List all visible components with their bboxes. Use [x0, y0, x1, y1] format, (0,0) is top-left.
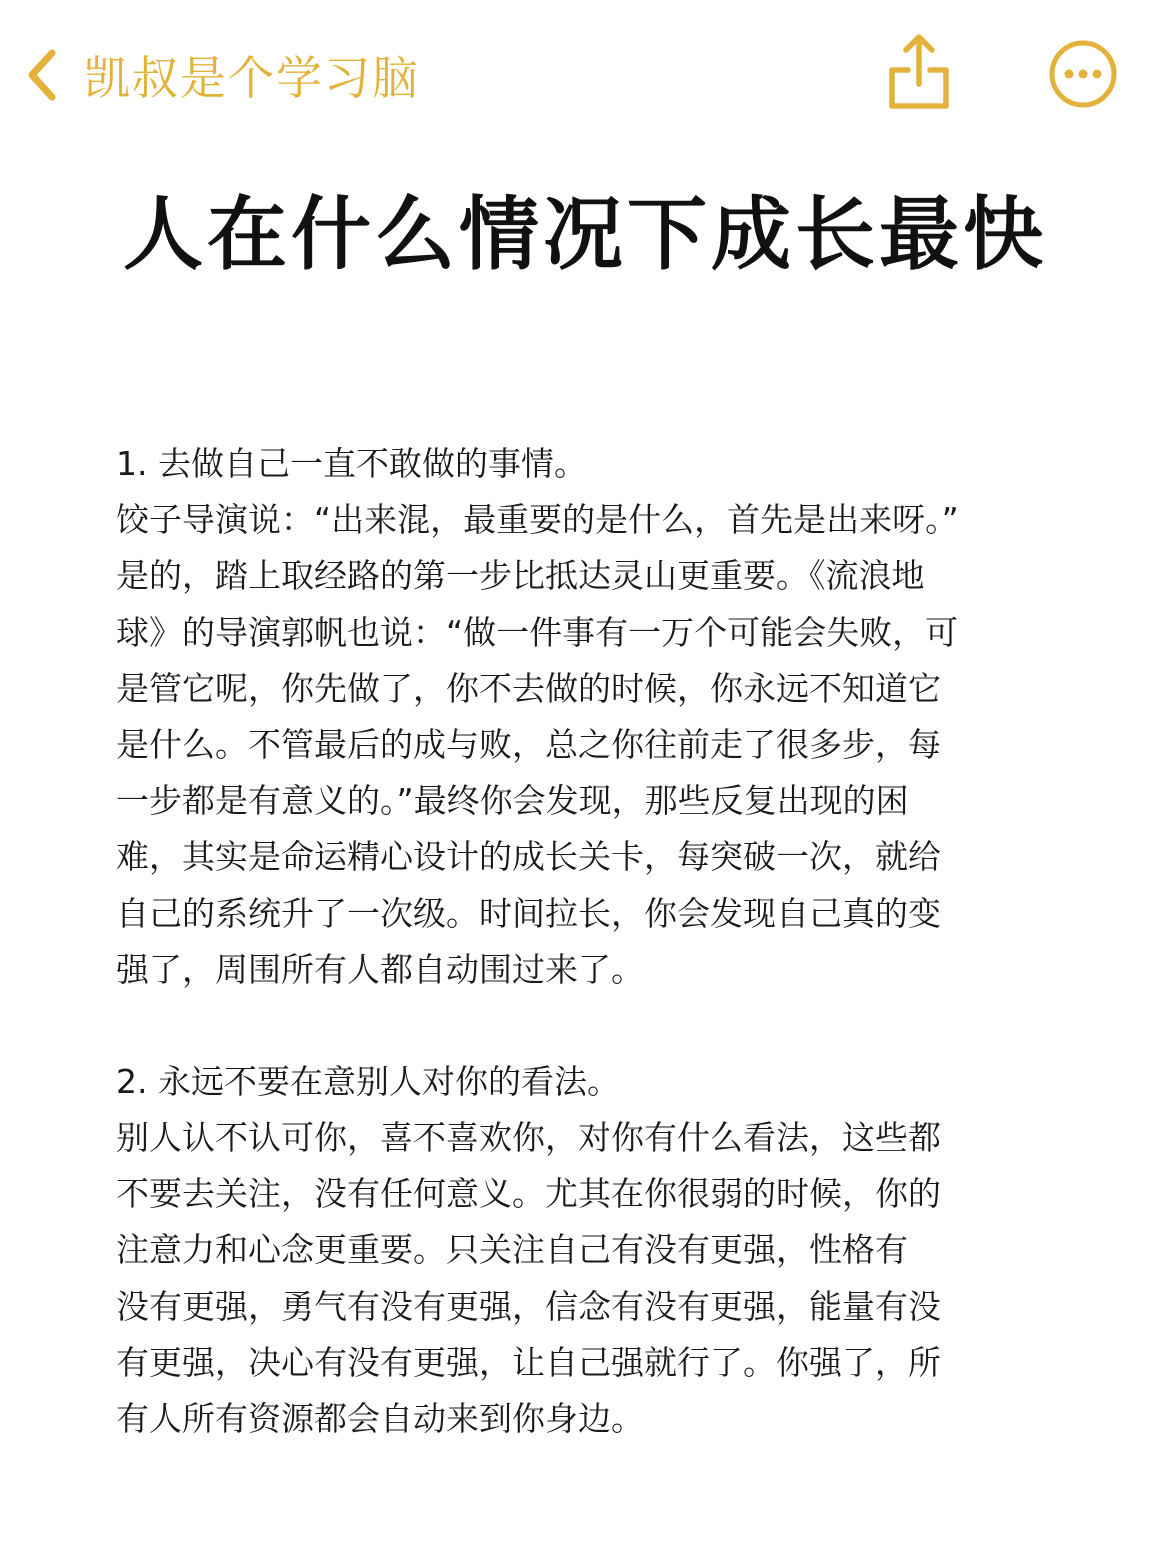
section-heading: 1. 去做自己一直不敢做的事情。 — [116, 444, 587, 483]
chevron-left-icon — [22, 45, 62, 105]
paragraph-line: 没有更强，勇气有没有更强，信念有没有更强，能量有没 — [116, 1286, 941, 1326]
back-button[interactable] — [22, 40, 420, 110]
paragraph-line: 有更强，决心有没有更强，让自己强就行了。你强了，所 — [116, 1342, 941, 1382]
paragraph-line: 是什么。不管最后的成与败，总之你往前走了很多步，每 — [116, 724, 941, 764]
paragraph-line: 难，其实是命运精心设计的成长关卡，每突破一次，就给 — [116, 837, 941, 877]
paragraph-line: 一步都是有意义的。”最终你会发现，那些反复出现的困 — [116, 781, 909, 821]
note-section-1 — [116, 436, 1036, 998]
share-icon — [884, 32, 954, 112]
paragraph-line: 有人所有资源都会自动来到你身边。 — [116, 1399, 644, 1438]
navigation-bar — [0, 0, 1170, 150]
more-icon — [1048, 39, 1118, 109]
section-heading: 2. 永远不要在意别人对你的看法。 — [116, 1061, 620, 1101]
more-button[interactable] — [1048, 39, 1118, 109]
note-title: 人在什么情况下成长最快 — [123, 188, 1047, 281]
paragraph-line: 是管它呢，你先做了，你不去做的时候，你永远不知道它 — [116, 668, 941, 708]
paragraph-line: 是的，踏上取经路的第一步比抵达灵山更重要。《流浪地 — [116, 556, 925, 596]
paragraph-line: 球》的导演郭帆也说：“做一件事有一万个可能会失败，可 — [116, 612, 959, 652]
note-body — [116, 436, 1036, 1447]
paragraph-line: 饺子导演说：“出来混，最重要的是什么，首先是出来呀。” — [116, 500, 959, 540]
paragraph-line: 不要去关注，没有任何意义。尤其在你很弱的时候，你的 — [116, 1174, 941, 1214]
note-section-2 — [116, 1054, 1036, 1447]
share-button[interactable] — [884, 32, 954, 112]
back-label: 凯叔是个学习脑 — [84, 51, 420, 105]
paragraph-line: 别人认不认可你，喜不喜欢你，对你有什么看法，这些都 — [116, 1118, 941, 1158]
paragraph-line: 自己的系统升了一次级。时间拉长，你会发现自己真的变 — [116, 893, 941, 933]
paragraph-line: 强了，周围所有人都自动围过来了。 — [116, 949, 644, 989]
paragraph-line: 注意力和心念更重要。只关注自己有没有更强，性格有 — [116, 1230, 908, 1270]
